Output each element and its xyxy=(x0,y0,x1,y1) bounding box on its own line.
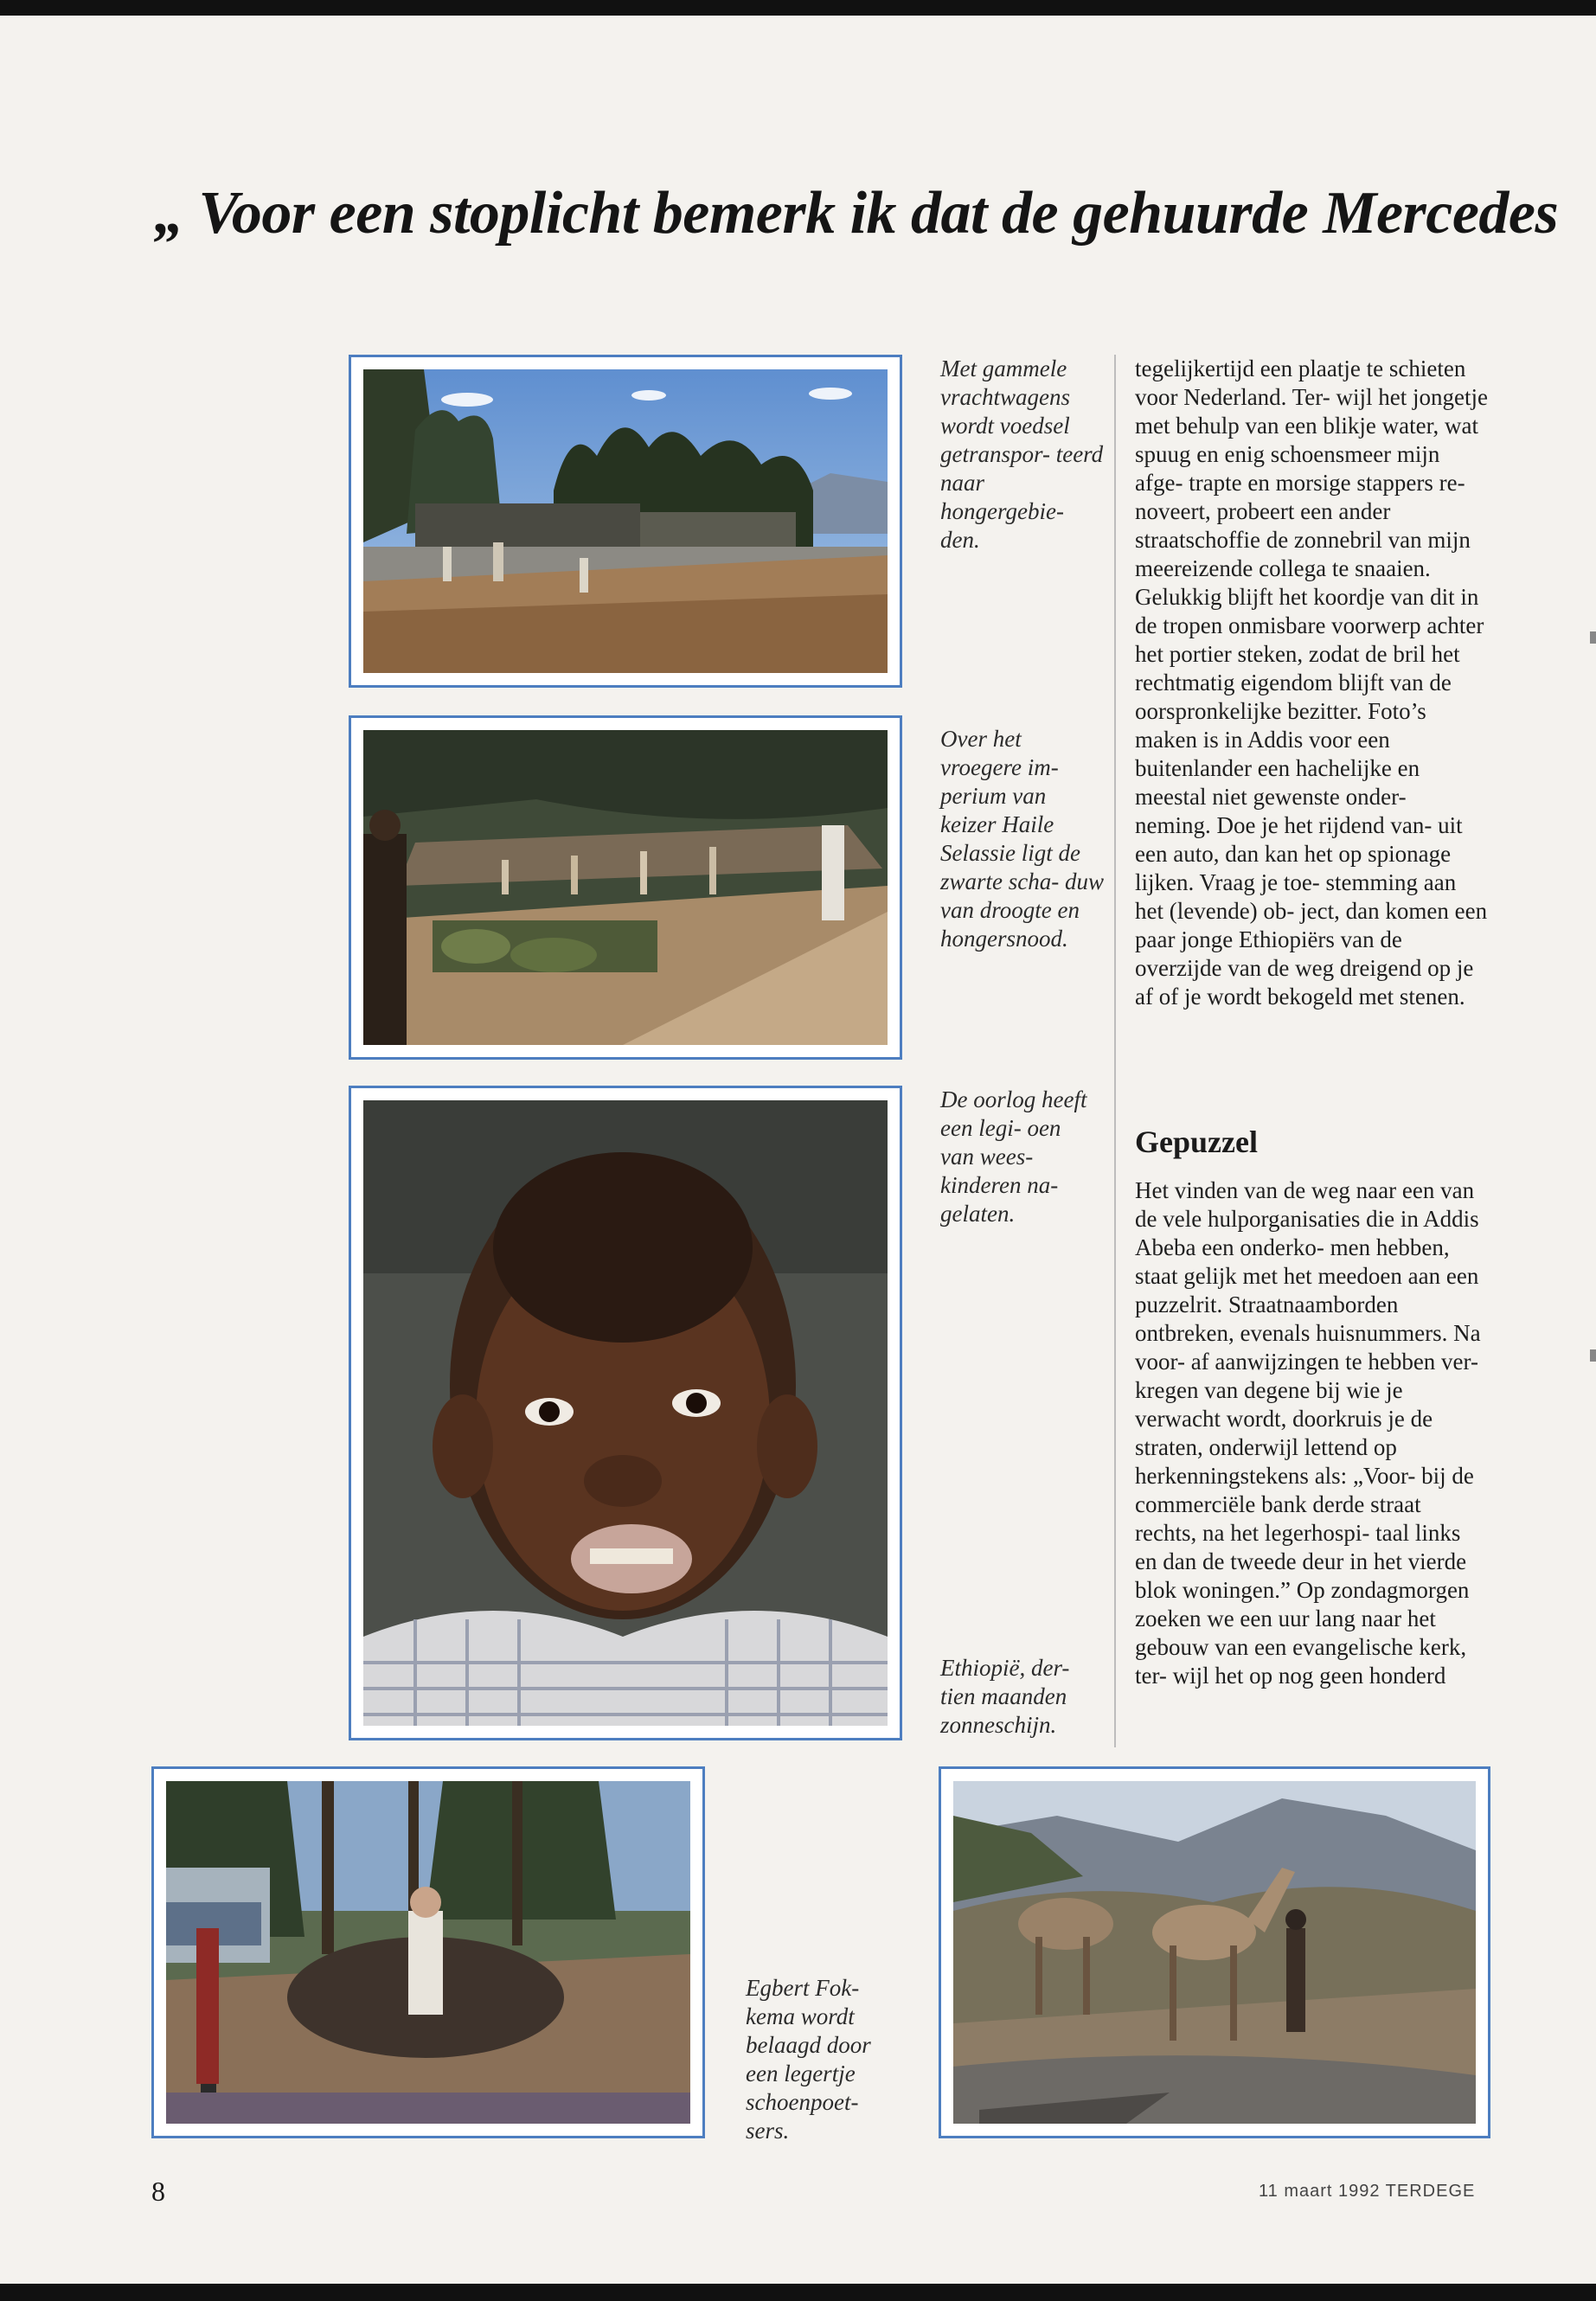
photo-trucks xyxy=(349,355,902,688)
boy-portrait-image xyxy=(363,1100,888,1726)
caption-boy-bottom: Ethiopië, der- tien maanden zonneschijn. xyxy=(940,1655,1070,1738)
page-number: 8 xyxy=(151,2176,165,2207)
photo-camels xyxy=(939,1766,1490,2138)
bottom-border xyxy=(0,2284,1596,2301)
trucks-image xyxy=(363,369,888,673)
caption-trucks: Met gammele vrachtwagens wordt voedsel getranspor- teerd naar hongergebie- den. xyxy=(940,356,1104,553)
issue-line: 11 maart 1992 TERDEGE xyxy=(1259,2182,1476,2201)
edge-mark xyxy=(1590,631,1596,644)
caption-market: Over het vroegere im- perium van keizer Haile Selassie ligt de zwarte scha- duw van droogte en hongersnood. xyxy=(940,726,1104,952)
article-paragraph-2: Het vinden van de weg naar een van de vele hulporganisaties die in Addis Abeba een onderko- men hebben, staat gelijk met het meedoen aan een puzzelrit. Straatnaamborden ontbreken, evenals huisnummers. Na voor- af aanwijzingen te hebben ver- kregen van degene bij wie je verwacht wordt, doorkruis je de straten, onderwijl lettend op herkenningstekens als: „Voor- bij de commerciële bank derde straat rechts, na het legerhospi- taal links en dan de tweede deur in het vierde blok woningen.” Op zondagmorgen zoeken we een uur lang naar het gebouw van een evangelische kerk, ter- wijl het op nog geen honderd xyxy=(1135,1177,1481,1689)
headline: „ Voor een stoplicht bemerk ik dat de gehuurde Mercedes xyxy=(154,180,1559,247)
subheading: Gepuzzel xyxy=(1135,1125,1258,1159)
article-paragraph-1: tegelijkertijd een plaatje te schieten voor Nederland. Ter- wijl het jongetje met behulp van een blikje water, wat spuug en enig schoensmeer mijn afge- trapte en morsige stappers re- noveert, probeert een ander straatschoffie de zonnebril van mijn meereizende collega te snaaien. Gelukkig blijft het koordje van dit in de tropen onmisbare voorwerp achter het portier steken, zodat de bril het rechtmatig eigendom blijft van de oorspronkelijke bezitter. Foto’s maken is in Addis voor een buitenlander een hachelijke en meestal niet gewenste onder- neming. Doe je het rijdend van- uit een auto, dan kan het op spionage lijken. Vraag je toe- stemming aan het (levende) ob- ject, dan komen een paar jonge Ethiopiërs van de overzijde van de weg dreigend op je af of je wordt bekogeld met stenen. xyxy=(1135,356,1488,1009)
edge-mark xyxy=(1590,1349,1596,1362)
column-rule xyxy=(1114,355,1116,1747)
photo-boy xyxy=(349,1086,902,1740)
shoeshine-image xyxy=(166,1781,690,2124)
caption-shoeshine: Egbert Fok- kema wordt belaagd door een legertje schoenpoet- sers. xyxy=(746,1975,871,2144)
market-image xyxy=(363,730,888,1045)
top-border xyxy=(0,0,1596,16)
caption-boy-top: De oorlog heeft een legi- oen van wees- kinderen na- gelaten. xyxy=(940,1086,1087,1227)
photo-shoeshine xyxy=(151,1766,705,2138)
camels-image xyxy=(953,1781,1476,2124)
photo-market xyxy=(349,715,902,1060)
